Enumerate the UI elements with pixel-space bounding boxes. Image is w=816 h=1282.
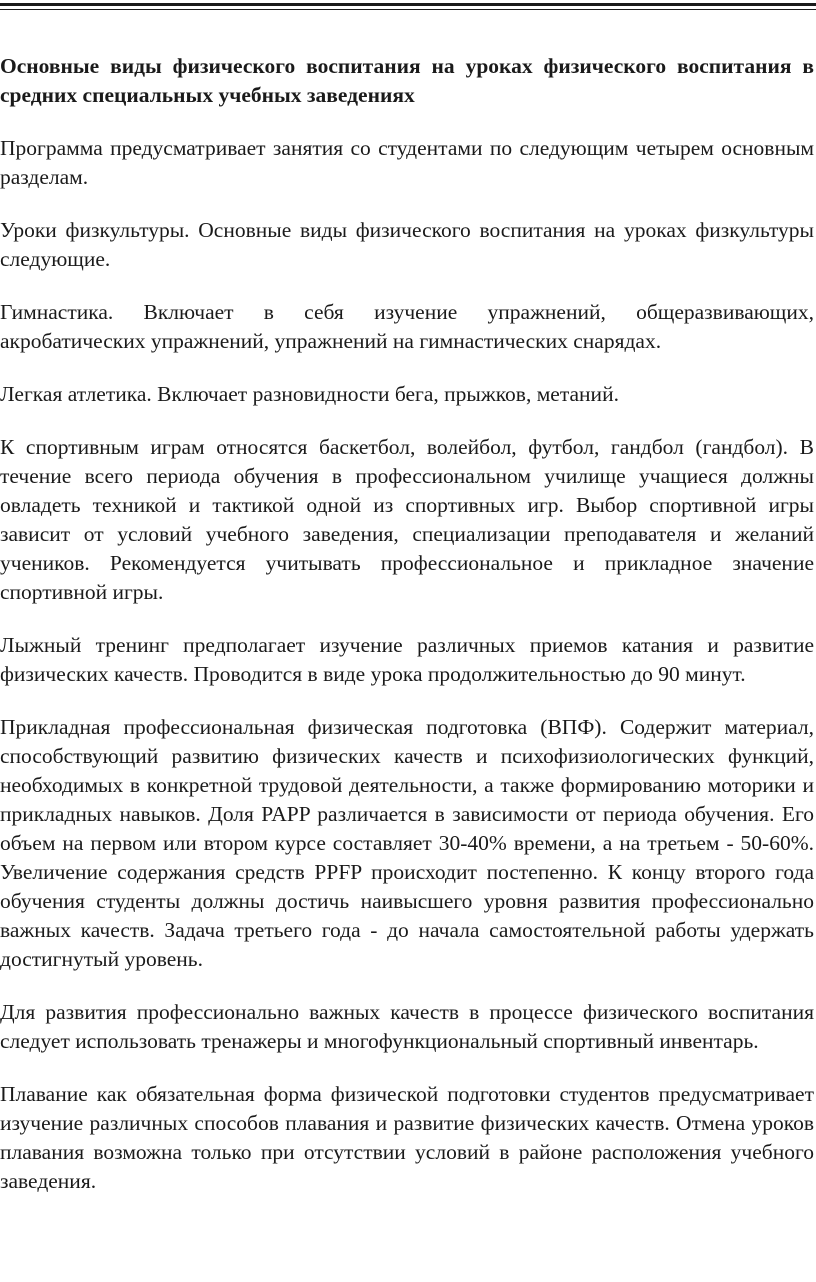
header-rule-thick (0, 3, 816, 6)
paragraph-pe-lessons: Уроки физкультуры. Основные виды физического воспитания на уроках физкультуры следующие. (0, 218, 814, 271)
paragraph-swimming: Плавание как обязательная форма физической подготовки студентов предусматривает изучение различных способов плавания и развитие физических качеств. Отмена уроков плавания возможна только при отсутствии условий в районе расположения учебного заведения. (0, 1082, 814, 1193)
paragraph-applied-training: Прикладная профессиональная физическая подготовка (ВПФ). Содержит материал, способствующий развитию физических качеств и психофизиологических функций, необходимых в конкретной трудовой деятельности, а также формированию моторики и прикладных навыков. Доля PAPP различается в зависимости от периода обучения. Его объем на первом или втором курсе составляет 30-40% времени, а на третьем - 50-60%. Увеличение содержания средств PPFP происходит постепенно. К концу второго года обучения студенты должны достичь наивысшего уровня развития профессионально важных качеств. Задача третьего года - до начала самостоятельной работы удержать достигнутый уровень. (0, 715, 814, 971)
document-body (0, 52, 814, 1220)
document-title: Основные виды физического воспитания на уроках физического воспитания в средних специальных учебных заведениях (0, 54, 814, 107)
header-rule-thin (0, 9, 816, 10)
paragraph-ski-training: Лыжный тренинг предполагает изучение различных приемов катания и развитие физических качеств. Проводится в виде урока продолжительностью до 90 минут. (0, 633, 814, 686)
paragraph-athletics: Легкая атлетика. Включает разновидности бега, прыжков, метаний. (0, 382, 619, 406)
paragraph-gymnastics: Гимнастика. Включает в себя изучение упражнений, общеразвивающих, акробатических упражнений, упражнений на гимнастических снарядах. (0, 300, 814, 353)
paragraph-program-intro: Программа предусматривает занятия со студентами по следующим четырем основным разделам. (0, 136, 814, 189)
paragraph-sports-games: К спортивным играм относятся баскетбол, волейбол, футбол, гандбол (гандбол). В течение всего периода обучения в профессиональном училище учащиеся должны овладеть техникой и тактикой одной из спортивных игр. Выбор спортивной игры зависит от условий учебного заведения, специализации преподавателя и желаний учеников. Рекомендуется учитывать профессиональное и прикладное значение спортивной игры. (0, 435, 814, 604)
header-double-rule (0, 0, 816, 12)
paragraph-equipment: Для развития профессионально важных качеств в процессе физического воспитания следует использовать тренажеры и многофункциональный спортивный инвентарь. (0, 1000, 814, 1053)
